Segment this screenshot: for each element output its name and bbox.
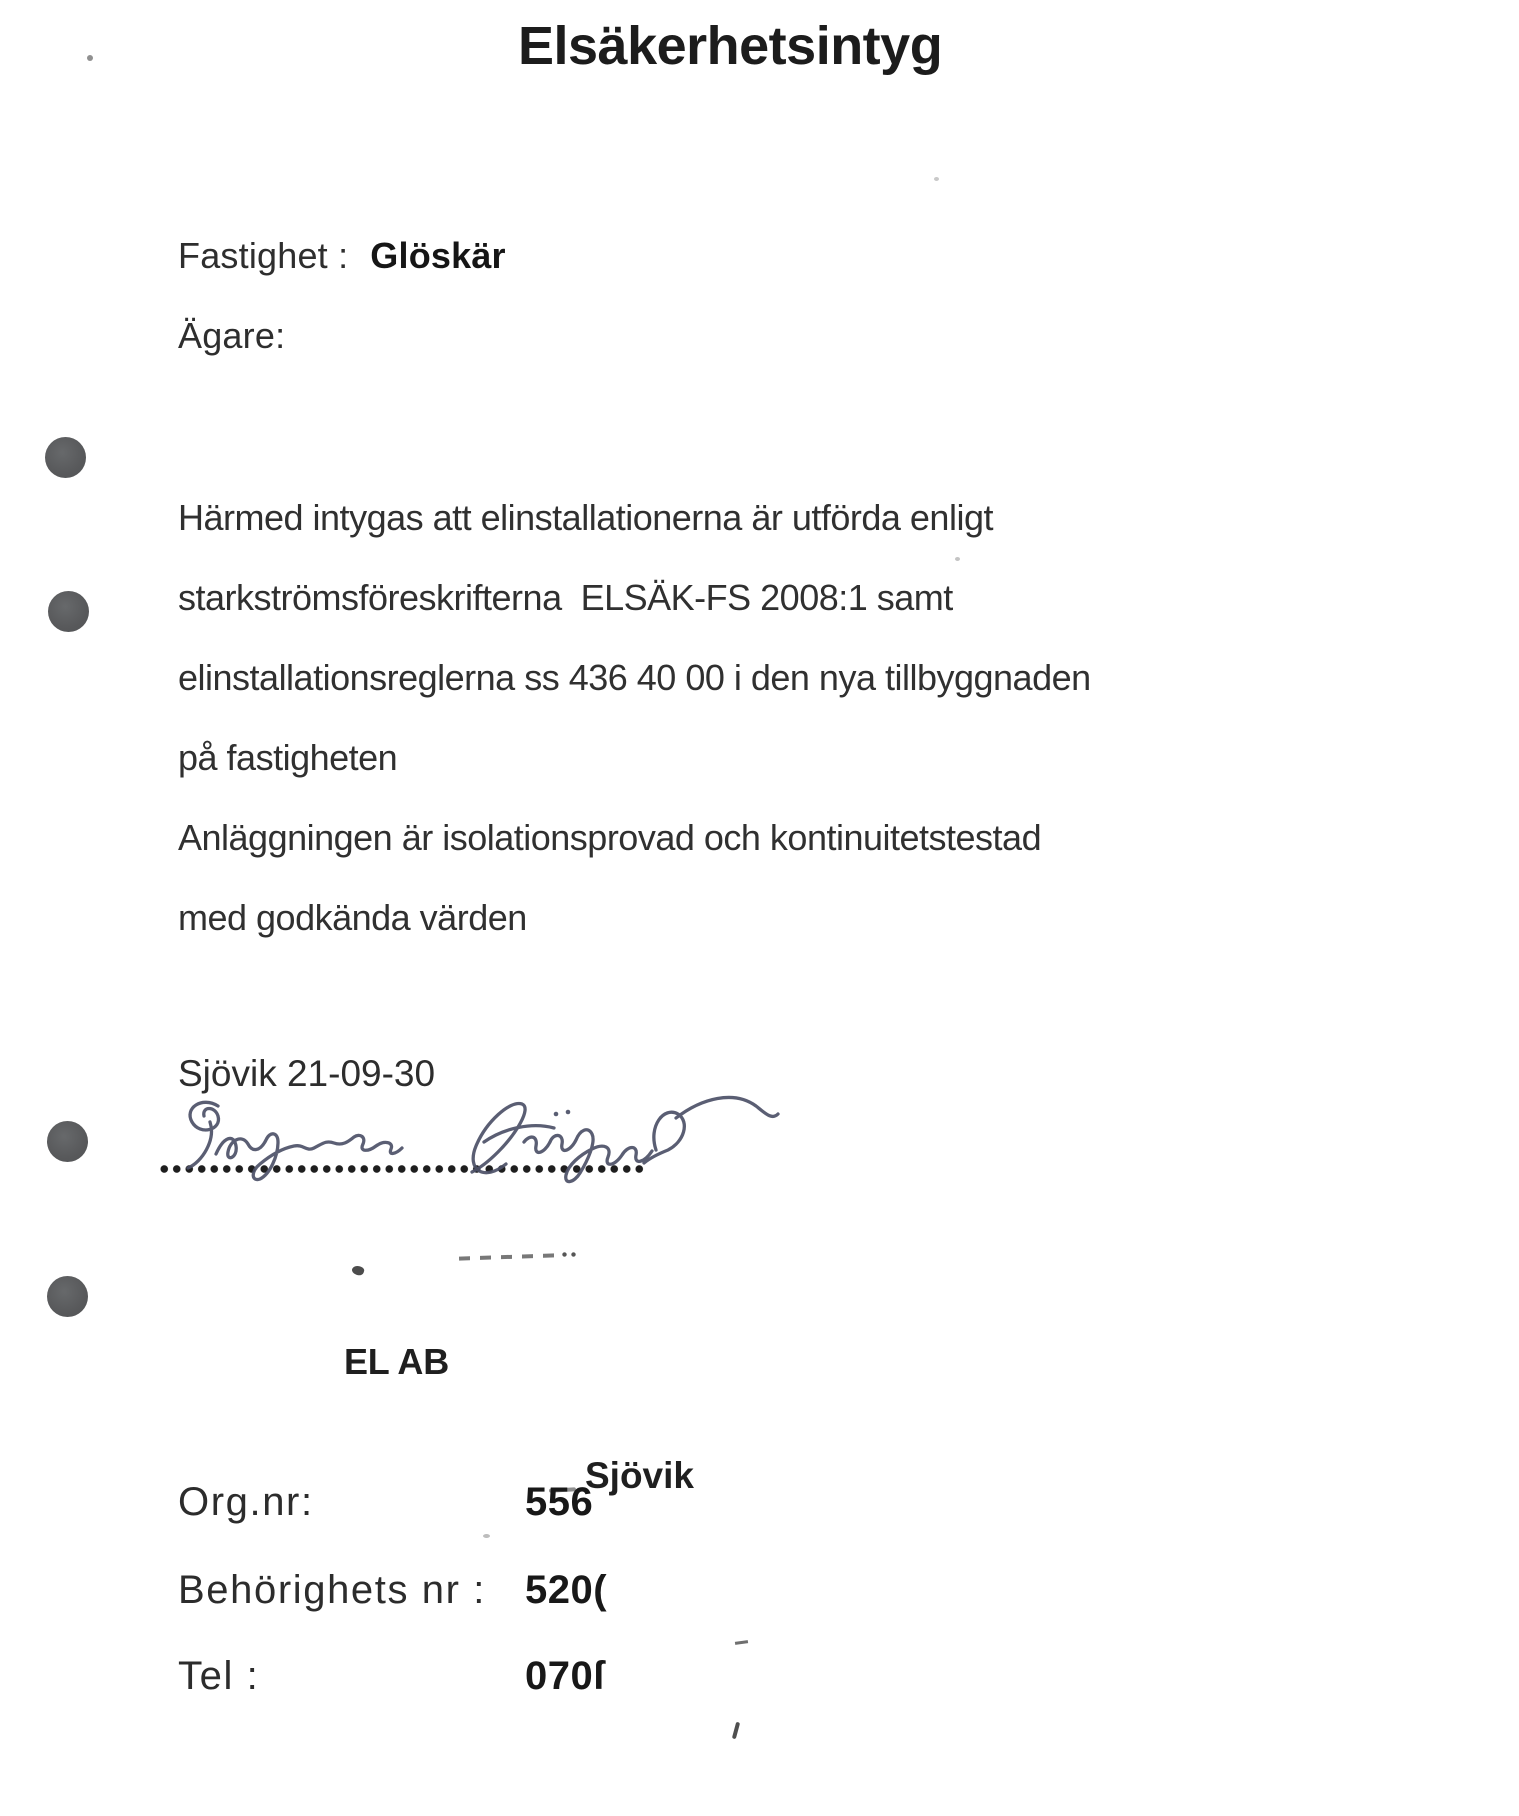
- org-number-row: [178, 1476, 878, 1528]
- scan-speck-3: [955, 557, 960, 561]
- authorization-number-label: Behörighets nr :: [178, 1568, 486, 1612]
- company-city: Sjövik: [585, 1455, 694, 1496]
- body-line-3: elinstallationsreglerna ss 436 40 00 i den nya tillbyggnaden: [178, 657, 1091, 698]
- certificate-body: [178, 478, 1091, 958]
- body-line-2: starkströmsföreskrifterna ELSÄK-FS 2008:1 samt: [178, 577, 953, 618]
- body-line-1: Härmed intygas att elinstallationerna är utförda enligt: [178, 497, 993, 538]
- authorization-number-value: 520(: [525, 1568, 608, 1612]
- place-date: Sjövik 21-09-30: [178, 1053, 436, 1094]
- owner-label: Ägare:: [178, 315, 286, 356]
- stray-dash-mark: [735, 1640, 748, 1645]
- org-number-value: 556: [525, 1480, 594, 1524]
- telephone-row: [178, 1650, 878, 1702]
- property-row: [178, 232, 506, 280]
- authorization-number-row: [178, 1564, 878, 1616]
- property-value: Glöskär: [370, 235, 506, 276]
- company-name: EL AB: [344, 1341, 450, 1382]
- telephone-value: 070ſ: [525, 1654, 605, 1698]
- scan-speck-4: [483, 1534, 490, 1538]
- org-number-label: Org.nr:: [178, 1480, 314, 1524]
- stray-tick-mark: [732, 1722, 740, 1739]
- punch-hole-mark-4: [47, 1276, 88, 1317]
- stamp-remnant-comma-mark: [351, 1264, 365, 1276]
- telephone-label: Tel :: [178, 1654, 260, 1698]
- stamp-remnant-dashes: [459, 1253, 555, 1260]
- owner-row: [178, 312, 307, 360]
- property-label: Fastighet :: [178, 235, 349, 276]
- stamp-remnant-dots: [560, 1252, 578, 1257]
- punch-hole-mark-2: [48, 591, 89, 632]
- scan-speck-2: [934, 177, 939, 181]
- scan-speck-1: [87, 55, 93, 61]
- body-line-4: på fastigheten: [178, 737, 398, 778]
- punch-hole-mark-1: [45, 437, 86, 478]
- punch-hole-mark-3: [47, 1121, 88, 1162]
- body-line-6: med godkända värden: [178, 897, 527, 938]
- document-title: Elsäkerhetsintyg: [518, 16, 943, 76]
- signature-handwriting: [158, 1076, 782, 1190]
- body-line-5: Anläggningen är isolationsprovad och kontinuitetstestad: [178, 817, 1042, 858]
